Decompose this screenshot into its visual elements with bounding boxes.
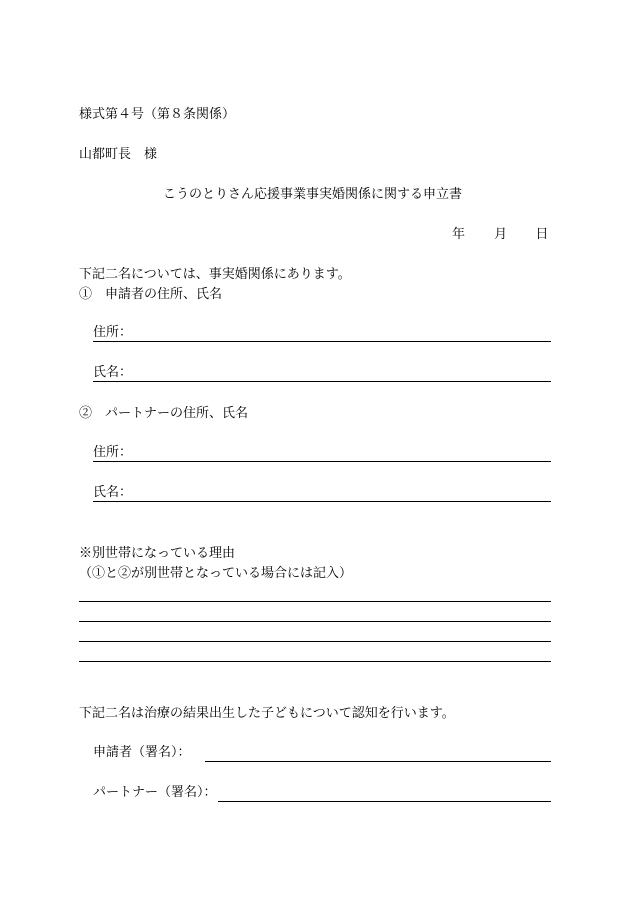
date-row [452, 227, 548, 243]
partner-address-field[interactable] [125, 461, 551, 462]
addressee: 山都町長 様 [79, 147, 158, 162]
intro-text: 下記二名については、事実婚関係にあります。 [79, 267, 351, 282]
separate-reason-line-2[interactable] [79, 621, 551, 622]
applicant-name-label: 氏名： [93, 365, 133, 380]
applicant-address-label: 住所： [93, 325, 133, 340]
separate-heading: ※別世帯になっている理由 [79, 546, 236, 561]
form-number: 様式第４号（第８条関係） [79, 107, 236, 122]
applicant-signature-field[interactable] [205, 761, 551, 762]
applicant-heading: ① 申請者の住所、氏名 [79, 287, 223, 302]
date-month: 月 [494, 227, 508, 242]
acknowledgement-text: 下記二名は治療の結果出生した子どもについて認知を行います。 [79, 706, 455, 721]
page-title: こうのとりさん応援事業事実婚関係に関する申立書 [163, 187, 463, 202]
separate-reason-line-3[interactable] [79, 641, 551, 642]
applicant-signature-label: 申請者（署名）： [93, 745, 191, 760]
partner-name-label: 氏名： [93, 485, 133, 500]
applicant-address-field[interactable] [125, 341, 551, 342]
date-year: 年 [452, 227, 466, 242]
partner-signature-label: パートナー（署名）： [93, 785, 217, 800]
separate-note: （①と②が別世帯となっている場合には記入） [79, 566, 353, 581]
partner-signature-field[interactable] [218, 801, 551, 802]
date-day: 日 [535, 227, 549, 242]
separate-reason-line-1[interactable] [79, 601, 551, 602]
partner-name-field[interactable] [125, 501, 551, 502]
separate-reason-line-4[interactable] [79, 661, 551, 662]
partner-address-label: 住所： [93, 445, 133, 460]
applicant-name-field[interactable] [125, 381, 551, 382]
partner-heading: ② パートナーの住所、氏名 [79, 406, 249, 421]
